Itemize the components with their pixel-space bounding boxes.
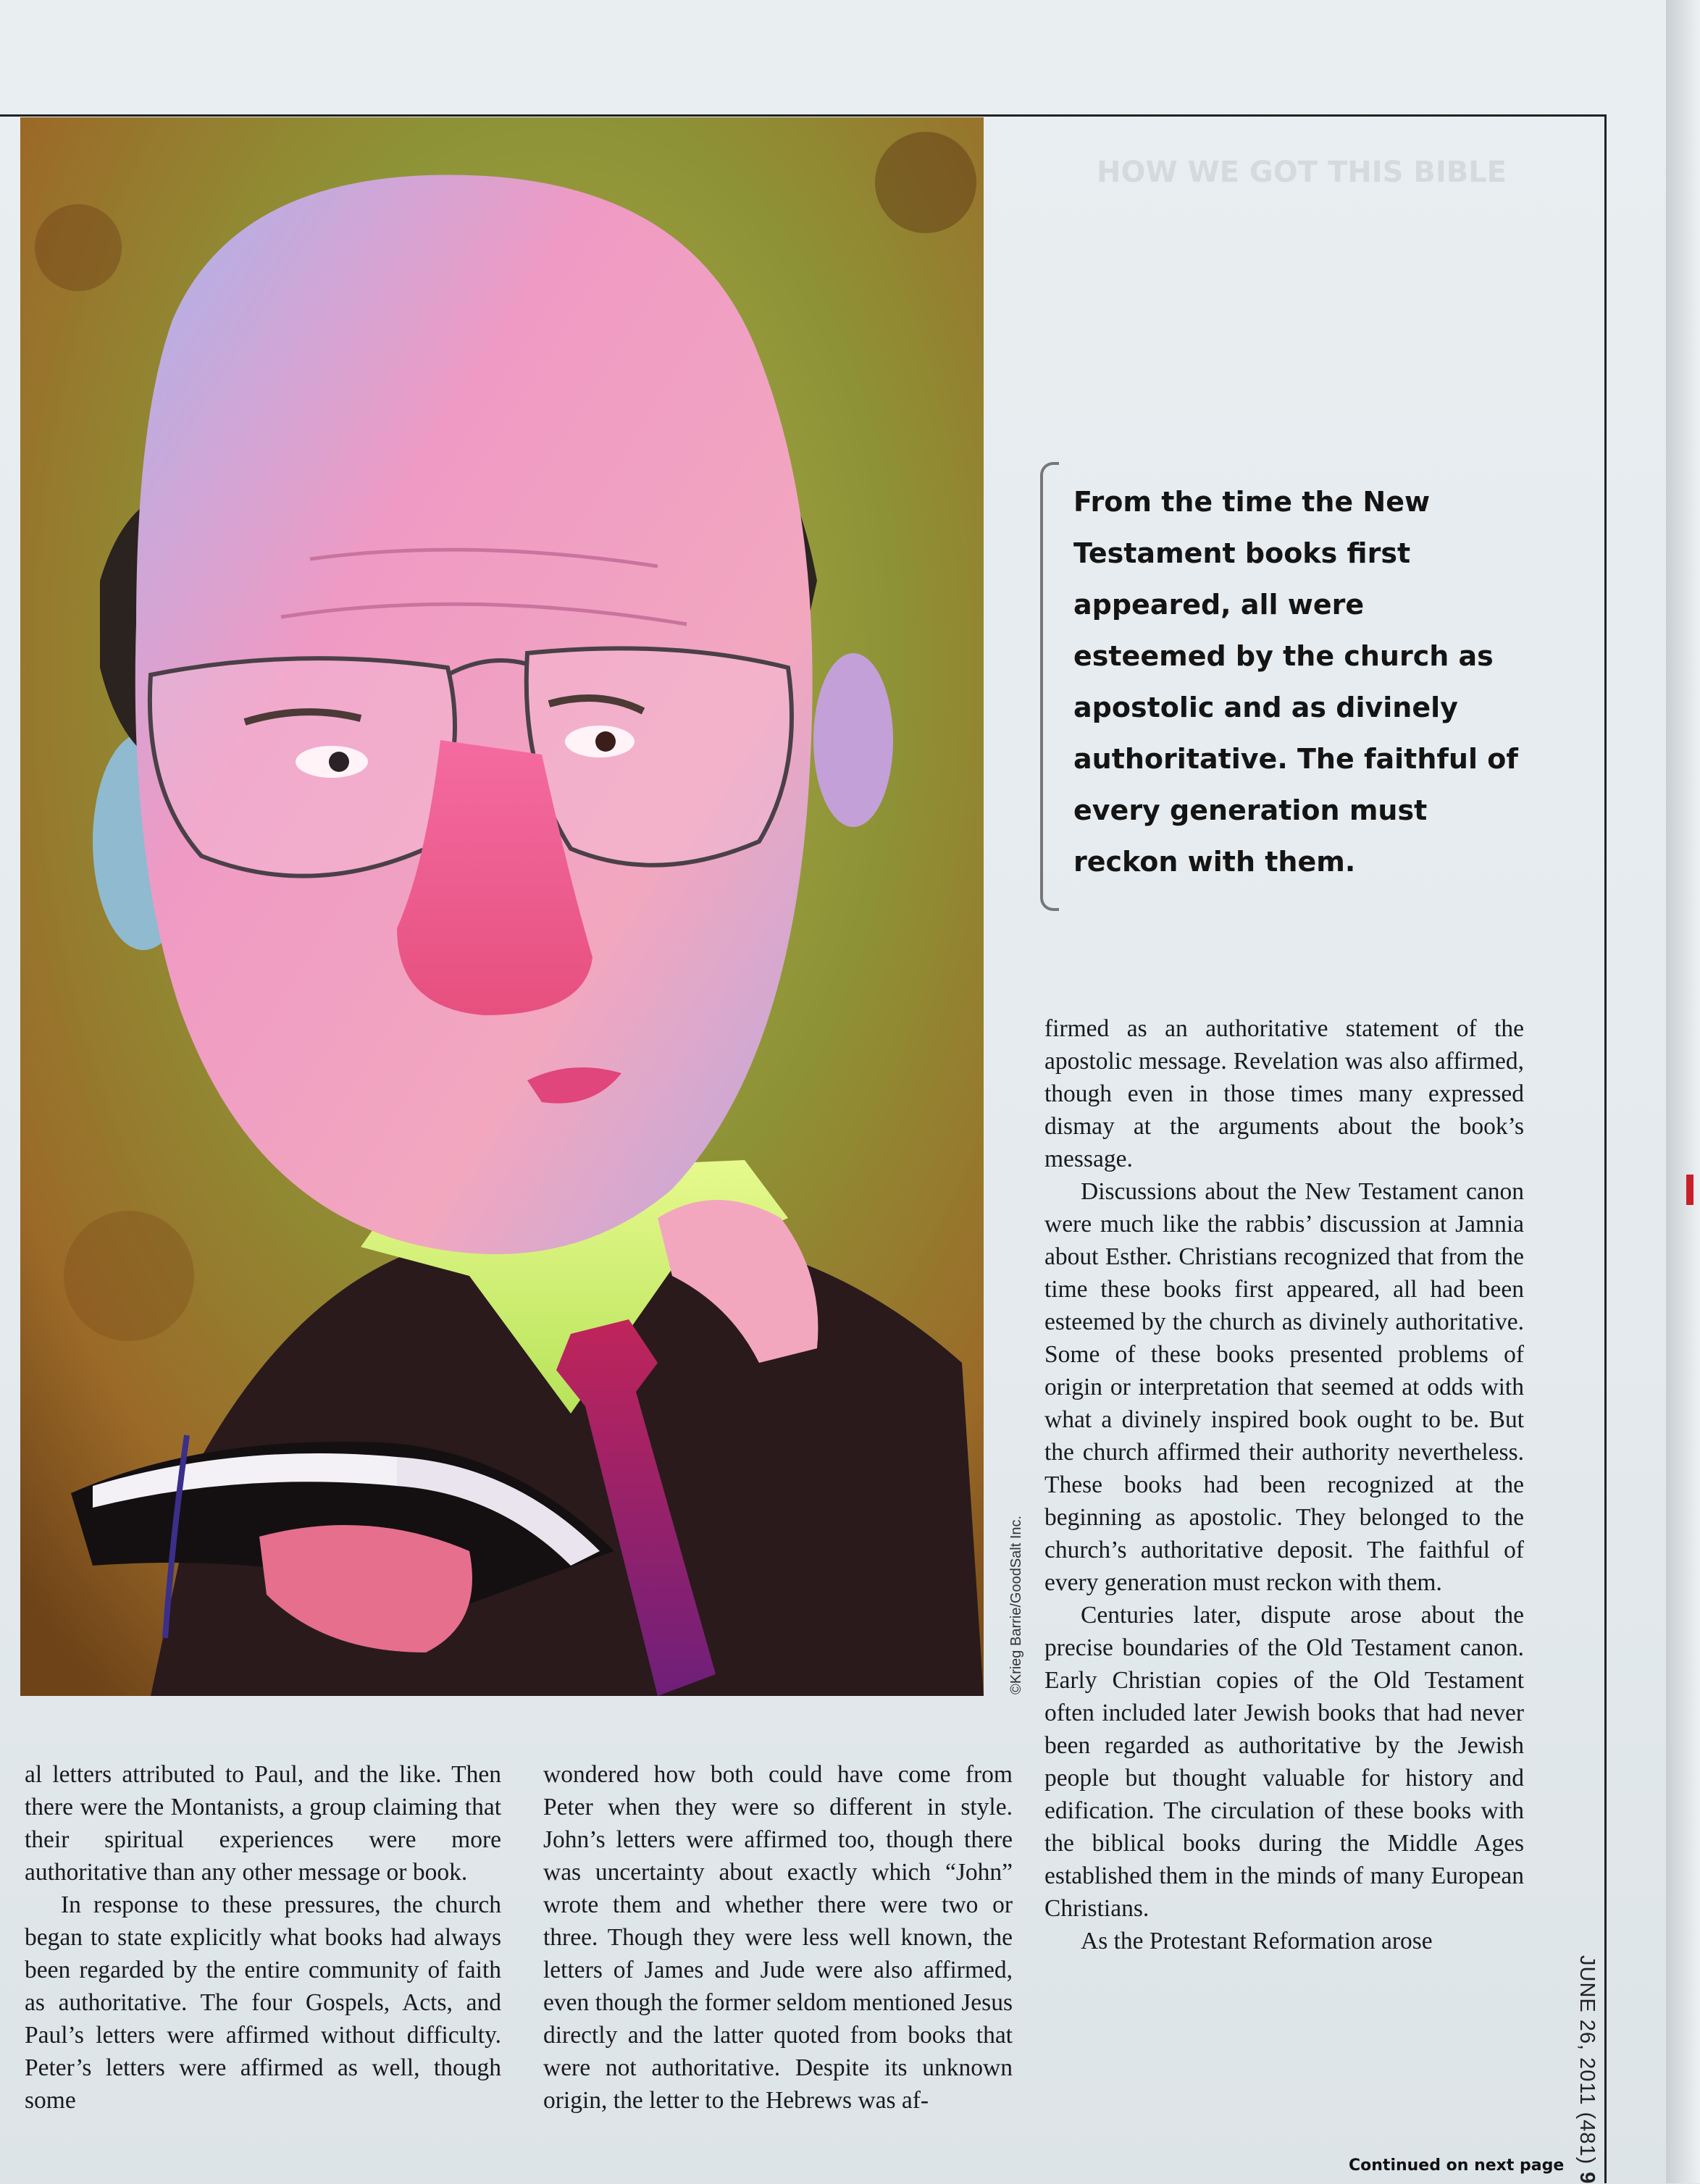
next-page-edge xyxy=(1666,0,1700,2183)
folio-date-issue: JUNE 26, 2011 (481) xyxy=(1575,1955,1599,2165)
body-paragraph: firmed as an authoritative statement of the apostolic message. Revelation was also affirmed, though even in those times many expressed dismay at the arguments about the book’s message. xyxy=(1044,1015,1524,1172)
body-column-middle xyxy=(543,1758,1013,2117)
caricature-illustration xyxy=(20,117,984,1696)
body-column-left xyxy=(25,1758,501,2117)
body-paragraph: As the Protestant Reformation arose xyxy=(1081,1928,1433,1954)
body-paragraph: wondered how both could have come from Peter when they were so different in style. John’s letters were affirmed too, though there was uncertainty about exactly which “John” wrote them and whether there were two or three. Though they were less well known, the letters of James and Jude were also affirmed, even though the former seldom mentioned Jesus directly and the latter quoted from books that were not authoritative. Despite its unknown origin, the letter to the Hebrews was af- xyxy=(543,1761,1013,2114)
body-paragraph: In response to these pressures, the church began to state explicitly what books had always been regarded by the entire community of faith as authoritative. The four Gospels, Acts, and Paul’s letters were affirmed without difficulty. Peter’s letters were affirmed as well, though some xyxy=(25,1891,501,2114)
frame-rule-right xyxy=(1604,114,1607,2183)
body-paragraph: al letters attributed to Paul, and the like. Then there were the Montanists, a group claiming that their spiritual experiences were more authoritative than any other message or book. xyxy=(25,1761,501,1886)
continued-note: Continued on next page xyxy=(1349,2156,1565,2175)
show-through-heading: HOW WE GOT THIS BIBLE xyxy=(1097,156,1507,189)
pull-quote-text: From the time the New Testament books first appeared, all were esteemed by the church as apostolic and as divinely authoritative. The faithful of every generation must reckon with them. xyxy=(1073,486,1518,878)
pull-quote-bracket xyxy=(1040,462,1059,911)
body-column-right xyxy=(1044,1012,1524,1957)
frame-rule-top xyxy=(0,114,1607,117)
illustration-credit: ©Krieg Barrie/GoodSalt Inc. xyxy=(1008,1515,1024,1694)
body-paragraph: Discussions about the New Testament canon were much like the rabbis’ discussion at Jamnia about Esther. Christians recognized that from the time these books first appeared, all had been esteemed by the church as divinely authoritative. Some of these books presented problems of origin or interpretation that seemed at odds with what a divinely inspired book ought to be. But the church affirmed their authority nevertheless. These books had been recognized at the beginning as apostolic. They belonged to the church’s authoritative deposit. The faithful of every generation must reckon with them. xyxy=(1044,1178,1524,1596)
page-number: 9 xyxy=(1575,2172,1599,2184)
pull-quote xyxy=(1040,462,1518,905)
body-paragraph: Centuries later, dispute arose about the precise boundaries of the Old Testament canon. Early Christian copies of the Old Testament often included later Jewish books that had never been regarded as authoritative by the Jewish people but thought valuable for history and edification. The circulation of these books with the biblical books during the Middle Ages established them in the minds of many European Christians. xyxy=(1044,1602,1524,1922)
folio xyxy=(1570,1955,1599,2184)
page-edge-marker xyxy=(1686,1175,1693,1205)
